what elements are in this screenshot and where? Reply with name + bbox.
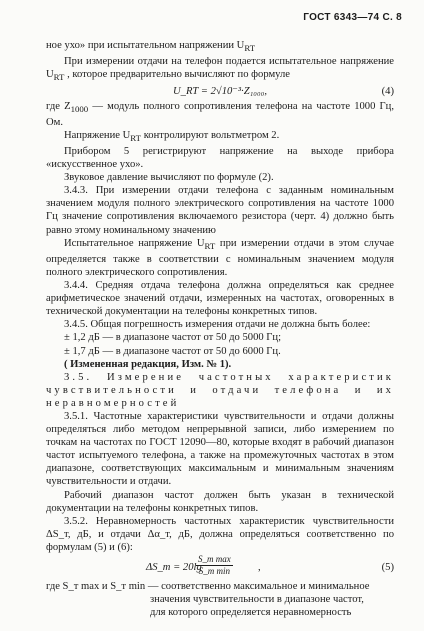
paragraph: Испытательное напряжение $U_{RT}$ при измерении отдачи в этом случае определяется также в соответствии с номинальным значением модуля полного электрического сопротивления. (46, 237, 394, 278)
paragraph: Рабочий диапазон частот должен быть указан в технической документации на телефоны конкретных типов. (46, 489, 394, 514)
formula-legend: для которого определяется неравномерность (150, 607, 352, 619)
paragraph-3-5-2: 3.5.2. Неравномерность частотных характеристик чувствительности ΔS_т, дБ, и отдачи Δα_т, дБ, должна определяться соответственно по формулам (5) и (6): (46, 515, 394, 553)
paragraph-3-4-3: 3.4.3. При измерении отдачи телефона с заданным номинальным значением модуля полного электрического сопротивления на частоте 1000 Гц значение сопротивления включаемого резистора (черт. 4) должно быть равно этому номинальному значению (46, 185, 394, 236)
section-heading-3-5: 3.5. Измерение частотных характеристик чувствительности и отдачи телефона и их неравномерностей (46, 371, 394, 409)
amendment-note: ( Измененная редакция, Изм. № 1). (64, 358, 232, 370)
formula-5: ΔS_т = 20lg S_т max S_т min , (5) (146, 554, 394, 577)
paragraph-3-4-5: 3.4.5. Общая погрешность измерения отдачи не должна быть более: (64, 319, 371, 331)
tolerance-line: ± 1,2 дБ — в диапазоне частот от 50 до 5000 Гц; (64, 332, 282, 344)
paragraph: При измерении отдачи на телефон подается испытательное напряжение $U_{RT}$ , которое предварительно вычисляют по формуле (46, 56, 394, 83)
paragraph-3-4-4: 3.4.4. Средняя отдача телефона должна определяться как среднее арифметическое значений отдачи, измеренных на частотах, оговоренных в технической документации на телефоны конкретных типов. (46, 280, 394, 318)
page-header: ГОСТ 6343—74 С. 8 (303, 12, 402, 23)
paragraph: Прибором 5 регистрируют напряжение на выходе прибора «искусственное ухо». (46, 146, 394, 171)
formula-legend: значения чувствительности в диапазоне частот, (150, 594, 364, 606)
paragraph: Звуковое давление вычисляют по формуле (2). (64, 172, 274, 184)
paragraph-3-5-1: 3.5.1. Частотные характеристики чувствительности и отдачи должны определяться либо методом непрерывной записи, либо измерением по точкам на частотах по ГОСТ 12090—80, которые входят в рабочий диапазон частот испытуемого телефона, а также на промежуточных частотах в этом диапазоне, соответствующих максимальным и минимальным значениям чувствительности и отдачи. (46, 410, 394, 488)
formula-4: U_RT = 2√10⁻³·Z₁₀₀₀, (4) (173, 85, 394, 97)
body-text (46, 39, 394, 619)
paragraph: Напряжение $U_{RT}$ контролируют вольтметром 2. (64, 129, 280, 143)
tolerance-line: ± 1,7 дБ — в диапазоне частот от 50 до 6000 Гц. (64, 345, 281, 357)
formula-legend: где S_т max и S_т min — соответственно максимальное и минимальное (46, 581, 370, 593)
paragraph: ное ухо» при испытательном напряжении $U_{RT}$ (46, 40, 256, 54)
formula-legend: где $Z_{1000}$ — модуль полного сопротивления телефона на частоте 1000 Гц, Ом. (46, 100, 395, 128)
